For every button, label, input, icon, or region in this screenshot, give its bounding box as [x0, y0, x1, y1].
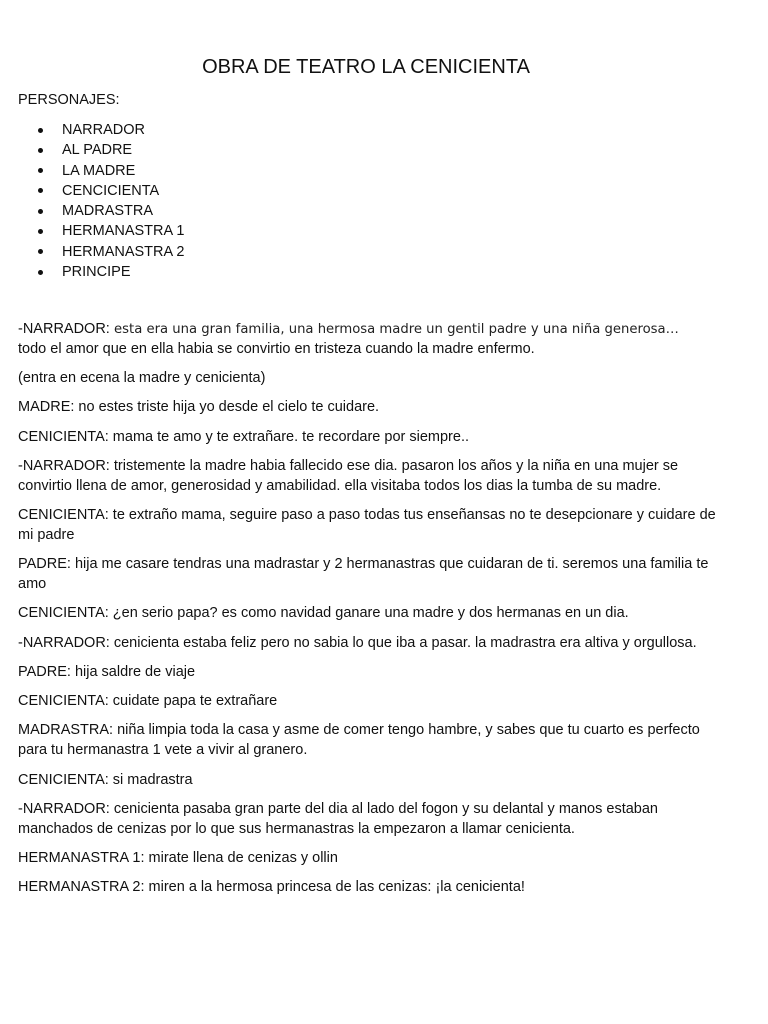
character-name: CENCICIENTA — [62, 182, 160, 199]
script-paragraph: PADRE: hija me casare tendras una madrastar y 2 hermanastras que cuidaran de ti. seremos una familia te amo — [18, 556, 709, 592]
script-paragraph: -NARRADOR: cenicienta estaba feliz pero no sabia lo que iba a pasar. la madrastra era altiva y orgullosa. — [18, 634, 697, 651]
script-paragraph: PADRE: hija saldre de viaje — [18, 663, 196, 680]
bullet-icon — [38, 229, 43, 234]
script-paragraph: HERMANASTRA 1: mirate llena de cenizas y ollin — [18, 849, 338, 866]
list-item — [0, 262, 184, 282]
paragraph-text: esta era una gran familia, una hermosa madre un gentil padre y una niña generosa… — [109, 322, 679, 337]
list-item — [0, 181, 184, 201]
character-name: PRINCIPE — [62, 264, 131, 281]
list-item — [0, 120, 184, 140]
speaker-label: -NARRADOR: — [18, 321, 110, 337]
list-item — [0, 201, 184, 221]
characters-heading: PERSONAJES: — [18, 92, 120, 108]
script-paragraph: HERMANASTRA 2: miren a la hermosa princesa de las cenizas: ¡la cenicienta! — [18, 879, 525, 896]
character-name: AL PADRE — [62, 142, 133, 159]
script-paragraph: MADRE: no estes triste hija yo desde el cielo te cuidare. — [18, 399, 380, 416]
bullet-icon — [38, 209, 43, 214]
list-item — [0, 221, 184, 241]
character-name: LA MADRE — [62, 162, 136, 179]
script-paragraph: MADRASTRA: niña limpia toda la casa y asme de comer tengo hambre, y sabes que tu cuarto es perfecto para tu hermanastra 1 vete a vivir al granero. — [18, 722, 700, 759]
bullet-icon — [38, 270, 43, 275]
script-paragraph: -NARRADOR: tristemente la madre habia fallecido ese dia. pasaron los años y la niña en una mujer se convirtio llena de amor, generosidad y amabilidad. ella visitaba todos los dias la tumba de su madre. — [18, 457, 679, 494]
list-item — [0, 242, 184, 262]
character-name: HERMANASTRA 2 — [62, 243, 185, 260]
script-paragraph: CENICIENTA: ¿en serio papa? es como navidad ganare una madre y dos hermanas en un dia. — [18, 605, 629, 622]
bullet-icon — [38, 168, 43, 173]
script-body — [18, 320, 718, 908]
script-paragraph: CENICIENTA: te extraño mama, seguire paso a paso todas tus enseñansas no te desepcionare y cuidare de mi padre — [18, 507, 716, 543]
page-title: OBRA DE TEATRO LA CENICIENTA — [202, 56, 530, 78]
script-paragraph — [18, 320, 718, 360]
bullet-icon — [38, 148, 43, 153]
list-item — [0, 140, 184, 160]
list-item — [0, 161, 184, 181]
script-paragraph: (entra en ecena la madre y cenicienta) — [18, 370, 266, 387]
character-name: HERMANASTRA 1 — [62, 223, 185, 240]
paragraph-text: todo el amor que en ella habia se convirtio en tristeza cuando la madre enfermo. — [18, 340, 535, 357]
bullet-icon — [38, 249, 43, 254]
script-paragraph: CENICIENTA: cuidate papa te extrañare — [18, 693, 278, 710]
bullet-icon — [38, 188, 43, 193]
script-paragraph: CENICIENTA: si madrastra — [18, 771, 193, 788]
character-name: MADRASTRA — [62, 203, 154, 220]
bullet-icon — [38, 128, 43, 133]
character-name: NARRADOR — [62, 122, 145, 138]
characters-list — [0, 120, 184, 282]
script-paragraph: CENICIENTA: mama te amo y te extrañare. te recordare por siempre.. — [18, 428, 470, 445]
script-paragraph: -NARRADOR: cenicienta pasaba gran parte del dia al lado del fogon y su delantal y manos estaban manchados de cenizas por lo que sus hermanastras la empezaron a llamar cenicienta. — [18, 800, 658, 837]
